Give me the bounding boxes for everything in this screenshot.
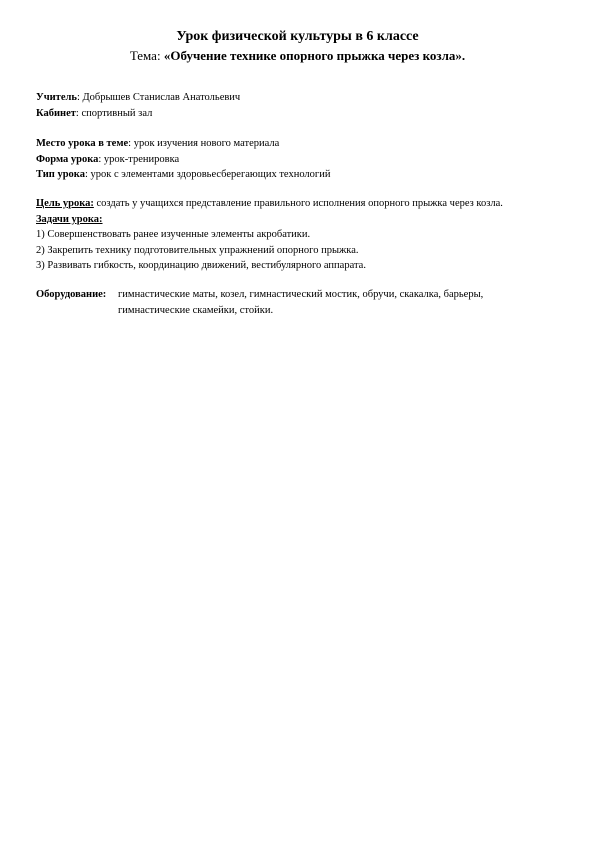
form-line [36, 152, 576, 168]
document-topic [0, 47, 595, 65]
room-line [36, 106, 576, 122]
goal-value: создать у учащихся представление правильного исполнения опорного прыжка через козла. [93, 198, 503, 209]
teacher-line [36, 90, 576, 106]
room-value: : спортивный зал [75, 107, 153, 119]
teacher-info-block [36, 90, 576, 121]
topic-value: «Обучение технике опорного прыжка через козла». [163, 48, 466, 63]
topic-label: Тема: [129, 48, 164, 63]
teacher-label: Учитель [36, 92, 77, 103]
teacher-value: : Добрышев Станислав Анатольевич [76, 92, 241, 103]
equipment-line-1: гимнастические маты, козел, гимнастический мостик, обручи, скакалка, барьеры, [118, 289, 484, 300]
task-item-2: 2) Закрепить технику подготовительных упражнений опорного прыжка. [36, 244, 359, 256]
document-title: Урок физической культуры в 6 классе [176, 29, 419, 44]
place-label: Место урока в теме [36, 138, 129, 149]
goal-line [36, 196, 576, 212]
equipment-label: Оборудование: [36, 289, 107, 300]
lesson-info-block [36, 136, 576, 183]
equipment-text [118, 287, 576, 318]
equipment-row [36, 287, 576, 318]
goal-label: Цель урока: [36, 198, 94, 209]
goal-block [36, 196, 576, 274]
place-line [36, 136, 576, 152]
place-value: : урок изучения нового материала [128, 138, 280, 149]
form-value: : урок-тренировка [98, 153, 180, 165]
type-label: Тип урока [36, 169, 85, 180]
type-line [36, 167, 576, 183]
tasks-label: Задачи урока: [36, 213, 103, 225]
task-item-3: 3) Развивать гибкость, координацию движений, вестибулярного аппарата. [36, 260, 366, 271]
equipment-block [36, 287, 576, 318]
room-label: Кабинет [36, 107, 76, 119]
type-value: : урок с элементами здоровьесберегающих технологий [84, 169, 331, 180]
equipment-line-2: гимнастические скамейки, стойки. [118, 304, 274, 316]
form-label: Форма урока [36, 153, 99, 165]
task-item-1: 1) Совершенствовать ранее изученные элементы акробатики. [36, 229, 311, 240]
